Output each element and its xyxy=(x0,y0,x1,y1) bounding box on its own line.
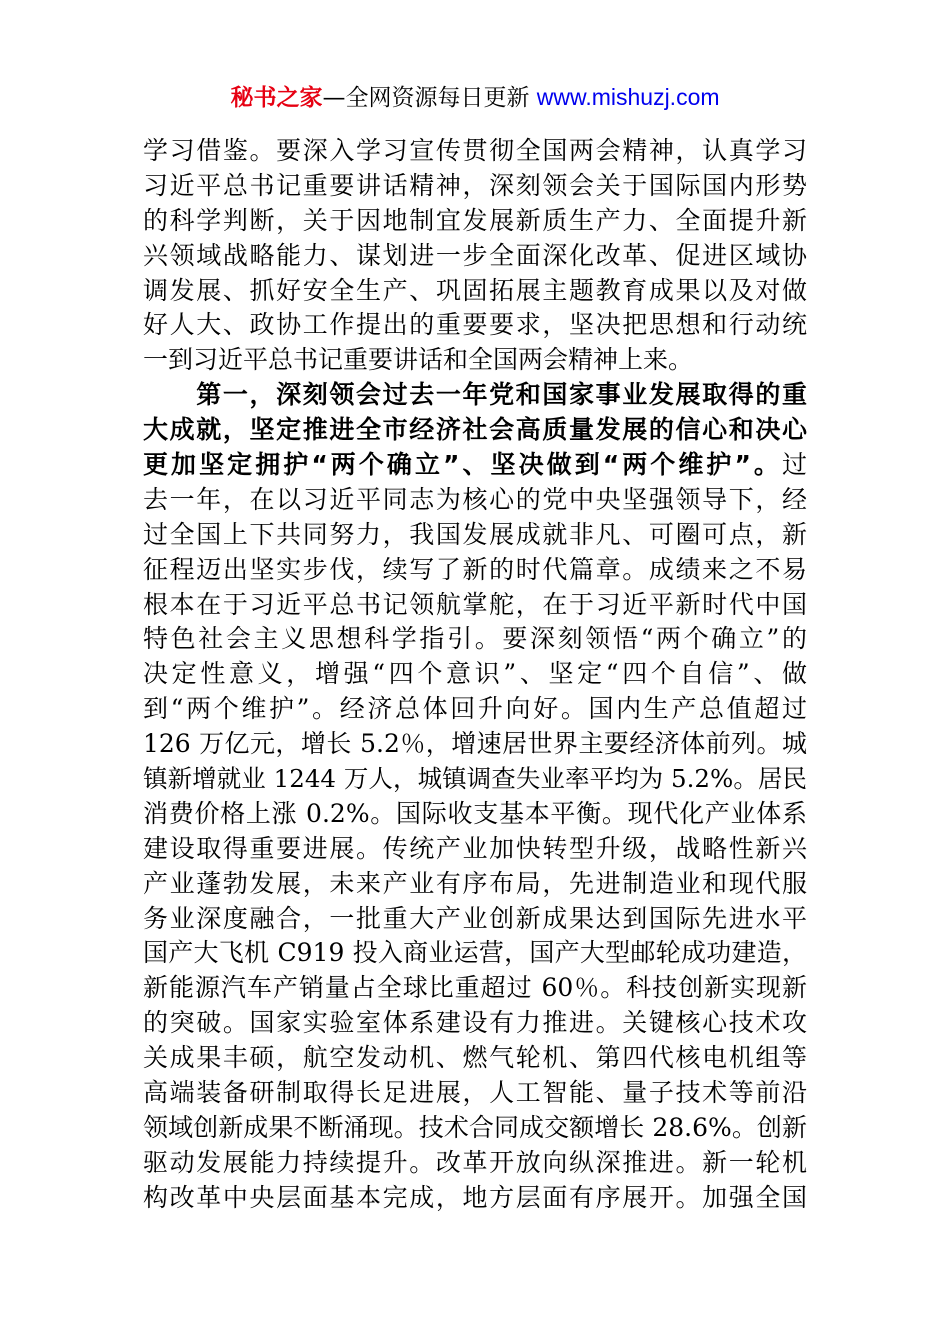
text-line: 过全国上下共同努力，我国发展成就非凡、可圈可点，新 xyxy=(143,519,807,549)
text-line: 决定性意义，增强“四个意识”、坚定“四个自信”、做 xyxy=(143,659,807,689)
site-url-link[interactable]: www.mishuzj.com xyxy=(536,84,720,110)
text-line: 去一年，在以习近平同志为核心的党中央坚强领导下，经 xyxy=(143,484,807,514)
text-line: 到“两个维护”。经济总体回升向好。国内生产总值超过 xyxy=(143,694,807,724)
text-line: 的科学判断，关于因地制宜发展新质生产力、全面提升新 xyxy=(143,205,807,235)
site-tagline: —全网资源每日更新 xyxy=(322,85,537,111)
text-fragment: 过 xyxy=(781,450,807,480)
text-line: 特色社会主义思想科学指引。要深刻领悟“两个确立”的 xyxy=(143,624,807,654)
text-line: 兴领域战略能力、谋划进一步全面深化改革、促进区域协 xyxy=(143,240,807,270)
text-line: 消费价格上涨 0.2%。国际收支基本平衡。现代化产业体系 xyxy=(143,798,807,828)
text-line: 新能源汽车产销量占全球比重超过 60％。科技创新实现新 xyxy=(143,973,807,1003)
text-line: 的突破。国家实验室体系建设有力推进。关键核心技术攻 xyxy=(143,1008,807,1038)
text-line: 好人大、政协工作提出的重要要求，坚决把思想和行动统 xyxy=(143,310,807,340)
document-body xyxy=(143,134,807,1216)
section-heading-tail: 更加坚定拥护“两个确立”、坚决做到“两个维护”。 xyxy=(143,450,782,480)
text-line: 一到习近平总书记重要讲话和全国两会精神上来。 xyxy=(143,345,694,375)
text-line: 构改革中央层面基本完成，地方层面有序展开。加强全国 xyxy=(143,1182,807,1212)
text-line: 关成果丰硕，航空发动机、燃气轮机、第四代核电机组等 xyxy=(143,1043,807,1073)
text-line: 高端装备研制取得长足进展，人工智能、量子技术等前沿 xyxy=(143,1078,807,1108)
text-line: 习近平总书记重要讲话精神，深刻领会关于国际国内形势 xyxy=(143,170,807,200)
text-line: 领域创新成果不断涌现。技术合同成交额增长 28.6%。创新 xyxy=(143,1112,807,1142)
text-line: 征程迈出坚实步伐，续写了新的时代篇章。成绩来之不易 xyxy=(143,554,807,584)
text-line: 务业深度融合，一批重大产业创新成果达到国际先进水平 xyxy=(143,903,807,933)
text-line: 国产大飞机 C919 投入商业运营，国产大型邮轮成功建造， xyxy=(143,938,807,968)
text-line: 调发展、抓好安全生产、巩固拓展主题教育成果以及对做 xyxy=(143,275,807,305)
text-line: 建设取得重要进展。传统产业加快转型升级，战略性新兴 xyxy=(143,833,807,863)
site-header xyxy=(0,80,950,115)
site-brand: 秘书之家 xyxy=(230,85,323,111)
mixed-heading-line xyxy=(143,448,807,483)
section-heading-line: 第一，深刻领会过去一年党和国家事业发展取得的重 xyxy=(143,380,807,410)
text-line: 镇新增就业 1244 万人，城镇调查失业率平均为 5.2%。居民 xyxy=(143,764,807,794)
section-heading-line: 大成就，坚定推进全市经济社会高质量发展的信心和决心 xyxy=(143,415,807,445)
text-line: 学习借鉴。要深入学习宣传贯彻全国两会精神，认真学习 xyxy=(143,136,807,165)
text-line: 126 万亿元，增长 5.2％，增速居世界主要经济体前列。城 xyxy=(143,729,807,759)
text-line: 驱动发展能力持续提升。改革开放向纵深推进。新一轮机 xyxy=(143,1147,807,1177)
text-line: 产业蓬勃发展，未来产业有序布局，先进制造业和现代服 xyxy=(143,868,807,898)
text-line: 根本在于习近平总书记领航掌舵，在于习近平新时代中国 xyxy=(143,589,807,619)
